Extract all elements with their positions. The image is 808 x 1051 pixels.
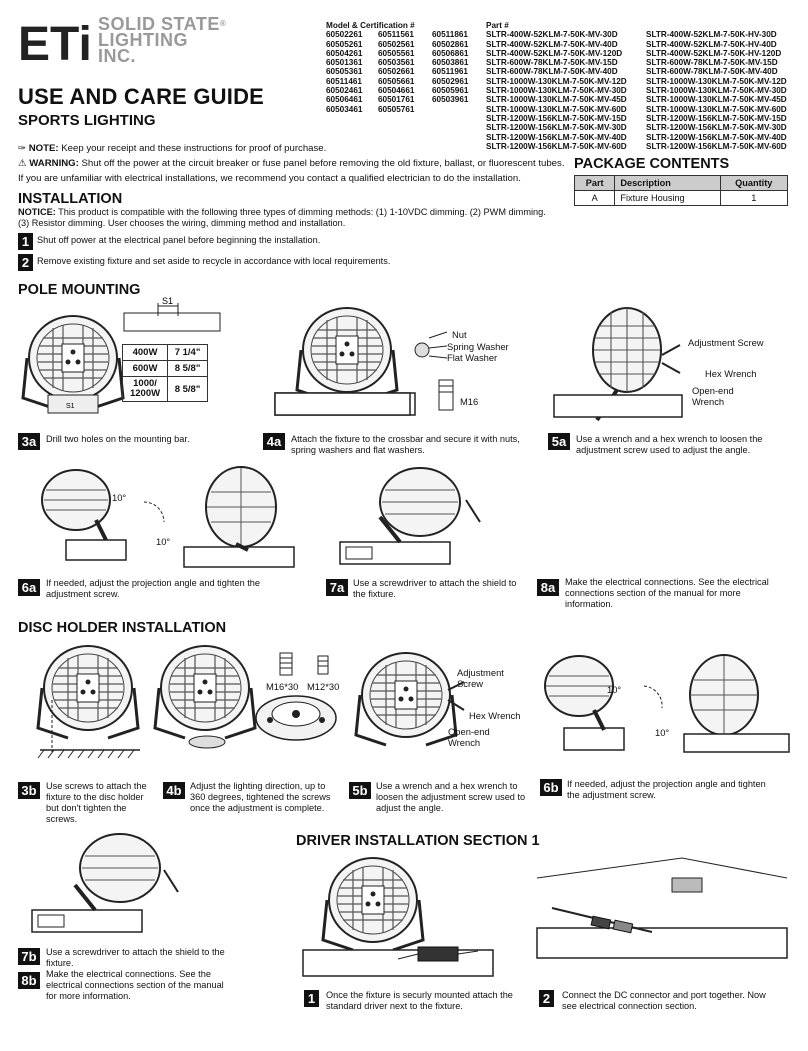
step-6a bbox=[18, 579, 40, 597]
part-number: SLTR-600W-78KLM-7-50K-MV-40D bbox=[646, 67, 778, 77]
m16-label: M16 bbox=[460, 396, 479, 407]
part-number: SLTR-1000W-130KLM-7-50K-MV-45D bbox=[646, 95, 787, 105]
step-badge: 7b bbox=[18, 948, 40, 965]
step-badge: 4a bbox=[263, 433, 285, 450]
part-number: SLTR-400W-52KLM-7-50K-MV-30D bbox=[486, 30, 618, 40]
eti-logo bbox=[18, 16, 92, 71]
step-badge: 6a bbox=[18, 579, 40, 596]
step-4b-illustration bbox=[155, 640, 255, 760]
model-number: 60505261 bbox=[326, 39, 363, 49]
page-title: USE AND CARE GUIDE bbox=[18, 84, 265, 109]
receipt-icon: ✑ bbox=[18, 143, 27, 154]
part-number: SLTR-1000W-130KLM-7-50K-MV-12D bbox=[486, 76, 627, 86]
note-label: NOTE: bbox=[28, 143, 59, 154]
part-number: SLTR-1200W-156KLM-7-50K-MV-60D bbox=[486, 141, 627, 151]
part-number: SLTR-1200W-156KLM-7-50K-MV-15D bbox=[486, 113, 627, 123]
part-number: SLTR-1200W-156KLM-7-50K-MV-40D bbox=[646, 132, 787, 142]
hole-spacing-table bbox=[122, 344, 208, 402]
model-number: 60503561 bbox=[378, 58, 415, 68]
package-table bbox=[574, 175, 788, 206]
package-heading: PACKAGE CONTENTS bbox=[574, 156, 730, 172]
model-number: 60505661 bbox=[378, 76, 415, 86]
step-6b-text: If needed, adjust the projection angle and tighten the adjustment screw. bbox=[567, 779, 766, 800]
step-5b-text: Use a wrench and a hex wrench to loosen the adjustment screw used to adjust the angle. bbox=[376, 781, 526, 813]
model-number: 60502961 bbox=[432, 76, 469, 86]
step-badge: 2 bbox=[18, 254, 33, 271]
part-number: SLTR-400W-52KLM-7-50K-HV-30D bbox=[646, 30, 777, 40]
model-number: 60505761 bbox=[378, 104, 415, 114]
pkg-header-part: Part bbox=[575, 176, 615, 191]
warning-line bbox=[18, 158, 565, 170]
disc-adjustment-line1: Adjustment bbox=[457, 667, 504, 678]
model-number: 60502861 bbox=[432, 39, 469, 49]
part-number: SLTR-1000W-130KLM-7-50K-MV-30D bbox=[486, 86, 627, 96]
step-4b-text: Adjust the lighting direction, up to 360 degrees, tightened the screws once the adjustment is complete. bbox=[190, 781, 331, 813]
part-number: SLTR-400W-52KLM-7-50K-MV-40D bbox=[486, 39, 618, 49]
part-block bbox=[486, 21, 509, 30]
step-7b-text: Use a screwdriver to attach the shield to the fixture. bbox=[46, 947, 225, 968]
disc-holder-heading: DISC HOLDER INSTALLATION bbox=[18, 620, 227, 636]
note-line bbox=[18, 143, 326, 155]
step-4b bbox=[163, 782, 185, 800]
part-number: SLTR-1200W-156KLM-7-50K-MV-30D bbox=[486, 123, 627, 133]
model-number: 60504661 bbox=[378, 86, 415, 96]
model-number: 60511861 bbox=[432, 30, 468, 40]
step-7a bbox=[326, 579, 348, 597]
install-step-1-text: Shut off power at the electrical panel before beginning the installation. bbox=[37, 235, 321, 245]
angle-label-1: 10° bbox=[112, 492, 127, 503]
step-7b bbox=[18, 948, 40, 966]
step-3b-illustration bbox=[30, 640, 150, 765]
driver-step-2-text: Connect the DC connector and port together. Now see electrical connection section. bbox=[562, 990, 766, 1011]
part-number: SLTR-1000W-130KLM-7-50K-MV-12D bbox=[646, 76, 787, 86]
step-6b-illustration bbox=[534, 650, 794, 760]
part-col1 bbox=[486, 30, 627, 151]
pkg-qty: 1 bbox=[720, 191, 787, 206]
table-row bbox=[123, 377, 208, 402]
part-number: SLTR-600W-78KLM-7-50K-MV-40D bbox=[486, 67, 618, 77]
disc-parts-illustration bbox=[250, 650, 350, 770]
notice-label: NOTICE: bbox=[18, 207, 56, 217]
model-cert-heading: Model & Certification # bbox=[326, 21, 415, 30]
dim-value: 8 5/8" bbox=[168, 377, 208, 402]
part-number: SLTR-1200W-156KLM-7-50K-MV-60D bbox=[646, 141, 787, 151]
model-number: 60506461 bbox=[326, 95, 363, 105]
model-number: 60511561 bbox=[378, 30, 414, 40]
part-number: SLTR-400W-52KLM-7-50K-HV-40D bbox=[646, 39, 777, 49]
adjustment-screw-label: Adjustment Screw bbox=[688, 337, 764, 348]
model-cert-block bbox=[326, 21, 415, 30]
step-6a-illustration bbox=[26, 462, 306, 572]
model-number: 60502561 bbox=[378, 39, 415, 49]
step-7a-text: Use a screwdriver to attach the shield to the fixture. bbox=[353, 578, 517, 599]
pkg-header-desc: Description bbox=[615, 176, 720, 191]
warning-icon: ⚠ bbox=[18, 158, 27, 169]
s1-label: S1 bbox=[162, 296, 174, 306]
step-8b bbox=[18, 972, 40, 990]
step-8a-text: Make the electrical connections. See the electrical connections section of the manual for more information. bbox=[565, 577, 769, 609]
notice-line bbox=[18, 207, 546, 229]
logo-mark: ETi bbox=[18, 18, 92, 71]
step-4a bbox=[263, 433, 285, 451]
model-number: 60501761 bbox=[378, 95, 415, 105]
page-subtitle: SPORTS LIGHTING bbox=[18, 112, 156, 129]
disc-angle-label-2: 10° bbox=[655, 727, 670, 738]
part-number: SLTR-600W-78KLM-7-50K-MV-15D bbox=[646, 58, 778, 68]
nut-label: Nut bbox=[452, 329, 467, 340]
step-badge: 5a bbox=[548, 433, 570, 450]
logo-line2: LIGHTING bbox=[98, 30, 188, 50]
pkg-desc: Fixture Housing bbox=[615, 191, 720, 206]
step-6b bbox=[540, 779, 562, 797]
step-3a bbox=[18, 433, 40, 451]
dim-value: 7 1/4" bbox=[168, 345, 208, 361]
part-number: SLTR-1200W-156KLM-7-50K-MV-30D bbox=[646, 123, 787, 133]
disc-adjustment-line2: Screw bbox=[457, 677, 484, 689]
step-badge: 8a bbox=[537, 579, 559, 596]
step-5a bbox=[548, 433, 570, 451]
step-badge: 3a bbox=[18, 433, 40, 450]
dim-wattage: 1000/ 1200W bbox=[123, 377, 168, 402]
step-5a-text: Use a wrench and a hex wrench to loosen the adjustment screw used to adjust the angle. bbox=[576, 434, 763, 455]
m12-30-label: M12*30 bbox=[307, 681, 340, 692]
disc-open-end-label bbox=[448, 727, 490, 748]
cert-col2 bbox=[378, 30, 414, 114]
model-number: 60502461 bbox=[326, 86, 363, 96]
dim-wattage: 400W bbox=[123, 345, 168, 361]
part-col2 bbox=[646, 30, 787, 151]
step-badge: 1 bbox=[304, 990, 319, 1007]
pole-mounting-heading: POLE MOUNTING bbox=[18, 282, 141, 298]
disc-adjustment-label bbox=[457, 668, 504, 689]
step-badge: 4b bbox=[163, 782, 185, 799]
open-end-line2: Wrench bbox=[692, 395, 725, 407]
step-8a bbox=[537, 579, 559, 597]
note-text: Keep your receipt and these instructions for proof of purchase. bbox=[58, 143, 327, 154]
logo-line1: SOLID STATE bbox=[98, 14, 220, 34]
logo-line3: INC. bbox=[98, 46, 136, 66]
installation-heading: INSTALLATION bbox=[18, 191, 123, 207]
model-number: 60511961 bbox=[432, 67, 468, 77]
unfamiliar-line: If you are unfamiliar with electrical installations, we recommend you contact a qualified electrician to do the installation. bbox=[18, 173, 521, 184]
part-number: SLTR-600W-78KLM-7-50K-MV-15D bbox=[486, 58, 618, 68]
model-number: 60504261 bbox=[326, 48, 363, 58]
step-5b bbox=[349, 782, 371, 800]
step-badge: 2 bbox=[539, 990, 554, 1007]
part-number: SLTR-1000W-130KLM-7-50K-MV-45D bbox=[486, 95, 627, 105]
table-row bbox=[575, 191, 788, 206]
pkg-header-qty: Quantity bbox=[720, 176, 787, 191]
part-number: SLTR-1200W-156KLM-7-50K-MV-15D bbox=[646, 113, 787, 123]
step-7b-illustration bbox=[30, 830, 190, 940]
step-3b-text: Use screws to attach the fixture to the disc holder but don't tighten the screws. bbox=[46, 781, 147, 824]
part-number: SLTR-1000W-130KLM-7-50K-MV-60D bbox=[646, 104, 787, 114]
step-5a-illustration bbox=[552, 305, 692, 425]
dim-value: 8 5/8" bbox=[168, 361, 208, 377]
disc-angle-label-1: 10° bbox=[607, 684, 622, 695]
model-number: 60503461 bbox=[326, 104, 363, 114]
s1-small-label: S1 bbox=[66, 403, 75, 410]
m16-30-label: M16*30 bbox=[266, 681, 299, 692]
step-6a-text: If needed, adjust the projection angle and tighten the adjustment screw. bbox=[46, 578, 261, 599]
part-number: SLTR-1200W-156KLM-7-50K-MV-40D bbox=[486, 132, 627, 142]
driver-step-2 bbox=[539, 990, 554, 1008]
step-badge: 8b bbox=[18, 972, 40, 989]
company-name bbox=[98, 16, 226, 64]
disc-open-end-line1: Open-end bbox=[448, 726, 490, 737]
model-number: 60506861 bbox=[432, 48, 469, 58]
driver-step-2-illustration bbox=[532, 848, 792, 978]
notice-text2: (3) Resistor dimming. User chooses the wiring, dimming method and installation. bbox=[18, 218, 346, 228]
part-number: SLTR-400W-52KLM-7-50K-MV-120D bbox=[486, 48, 623, 58]
disc-open-end-line2: Wrench bbox=[448, 736, 481, 748]
step-3b bbox=[18, 782, 40, 800]
model-number: 60503961 bbox=[432, 95, 469, 105]
disc-hex-wrench-label: Hex Wrench bbox=[469, 710, 521, 721]
model-number: 60505961 bbox=[432, 86, 469, 96]
step-3a-text: Drill two holes on the mounting bar. bbox=[46, 434, 190, 444]
step-badge: 3b bbox=[18, 782, 40, 799]
spring-washer-label: Spring Washer bbox=[447, 341, 509, 352]
part-heading: Part # bbox=[486, 21, 509, 30]
dim-wattage: 600W bbox=[123, 361, 168, 377]
step-badge: 6b bbox=[540, 779, 562, 796]
registered-mark: ® bbox=[219, 19, 227, 28]
model-number: 60503861 bbox=[432, 58, 469, 68]
install-step-1 bbox=[18, 233, 33, 251]
part-number: SLTR-1000W-130KLM-7-50K-MV-30D bbox=[646, 86, 787, 96]
warning-text: Shut off the power at the circuit breaker or fuse panel before removing the old fixture, ballast, or fluorescent tubes. bbox=[78, 158, 565, 169]
open-end-line1: Open-end bbox=[692, 385, 734, 396]
step-7a-illustration bbox=[330, 462, 490, 574]
model-number: 60505361 bbox=[326, 67, 363, 77]
model-number: 60505561 bbox=[378, 48, 415, 58]
hex-wrench-label: Hex Wrench bbox=[705, 368, 757, 379]
step-8b-text: Make the electrical connections. See the electrical connections section of the manual for more information. bbox=[46, 969, 224, 1001]
part-number: SLTR-400W-52KLM-7-50K-HV-120D bbox=[646, 48, 782, 58]
model-number: 60511461 bbox=[326, 76, 362, 86]
driver-step-1-text: Once the fixture is securly mounted attach the standard driver next to the fixture. bbox=[326, 990, 513, 1011]
driver-heading: DRIVER INSTALLATION SECTION 1 bbox=[296, 833, 540, 849]
notice-text: This product is compatible with the following three types of dimming methods: (1) 1-10VDC dimming. (2) PWM dimming. bbox=[55, 207, 546, 217]
step-badge: 5b bbox=[349, 782, 371, 799]
driver-step-1 bbox=[304, 990, 319, 1008]
table-row bbox=[123, 345, 208, 361]
install-step-2 bbox=[18, 254, 33, 272]
install-step-2-text: Remove existing fixture and set aside to recycle in accordance with local requirements. bbox=[37, 256, 391, 266]
cert-col3 bbox=[432, 30, 468, 104]
table-row bbox=[123, 361, 208, 377]
cert-col1 bbox=[326, 30, 362, 114]
model-number: 60502661 bbox=[378, 67, 415, 77]
pkg-part: A bbox=[575, 191, 615, 206]
angle-label-2: 10° bbox=[156, 536, 171, 547]
step-badge: 1 bbox=[18, 233, 33, 250]
step-4a-text: Attach the fixture to the crossbar and secure it with nuts, spring washers and flat washers. bbox=[291, 434, 520, 455]
model-number: 60501361 bbox=[326, 58, 363, 68]
model-number: 60502261 bbox=[326, 30, 363, 40]
warning-label: WARNING: bbox=[29, 158, 79, 169]
flat-washer-label: Flat Washer bbox=[447, 352, 498, 363]
part-number: SLTR-1000W-130KLM-7-50K-MV-60D bbox=[486, 104, 627, 114]
driver-step-1-illustration bbox=[298, 855, 498, 985]
open-end-label bbox=[692, 386, 734, 407]
step-badge: 7a bbox=[326, 579, 348, 596]
